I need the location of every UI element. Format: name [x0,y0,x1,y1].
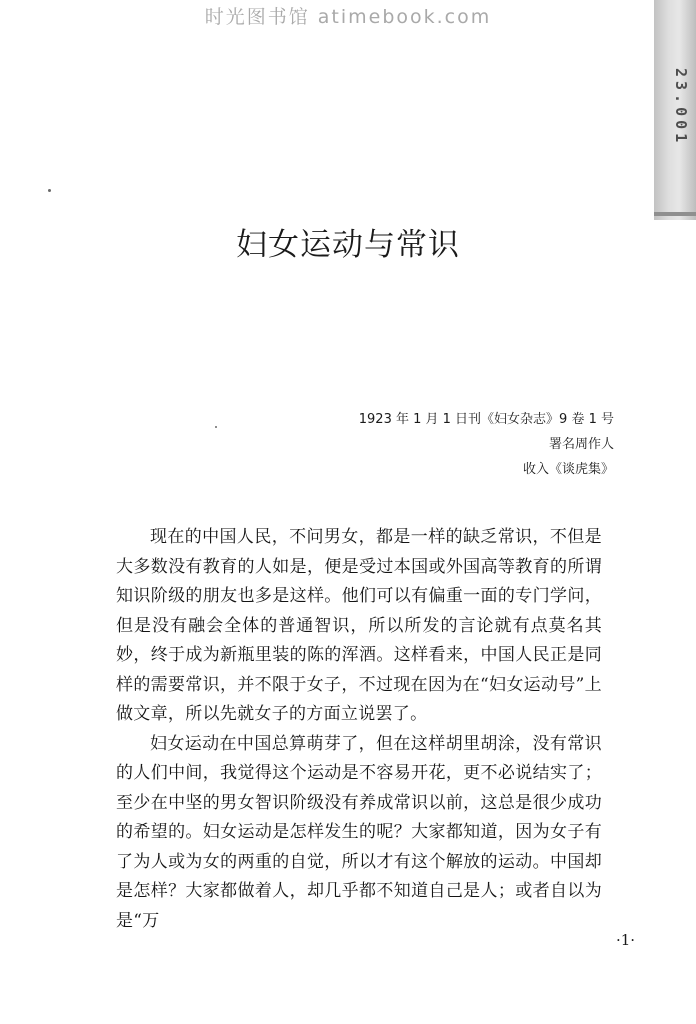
body-text [116,523,602,936]
publication-date-line: 1923 年 1 月 1 日刊《妇女杂志》9 卷 1 号 [358,412,614,427]
spine-label: 23.001 [672,68,690,147]
paragraph-1: 现在的中国人民，不问男女，都是一样的缺乏常识，不但是大多数没有教育的人如是，便是受过本国或外国高等教育的所谓知识阶级的朋友也多是这样。他们可以有偏重一面的专门学问，但是没有融会全体的普通智识，所以所发的言论就有点莫名其妙，终于成为新瓶里装的陈的浑酒。这样看来，中国人民正是同样的需要常识，并不限于女子，不过现在因为在“妇女运动号”上做文章，所以先就女子的方面立说罢了。 [116,527,602,724]
book-spine-edge [654,0,696,220]
page-number: ·1· [616,931,636,949]
author-line: 署名周作人 [548,437,614,452]
collection-line: 收入《谈虎集》 [522,462,614,477]
watermark: 时光图书馆 atimebook.com [204,6,492,28]
spine-fold-shadow [654,212,696,216]
publication-info [359,407,614,482]
scan-speck [215,426,217,428]
page-title: 妇女运动与常识 [236,227,460,263]
scan-speck [48,189,51,192]
paragraph-2: 妇女运动在中国总算萌芽了，但在这样胡里胡涂，没有常识的人们中间，我觉得这个运动是不容易开花，更不必说结实了；至少在中坚的男女智识阶级没有养成常识以前，这总是很少成功的希望的。妇女运动是怎样发生的呢？大家都知道，因为女子有了为人或为女的两重的自觉，所以才有这个解放的运动。中国却是怎样？大家都做着人，却几乎都不知道自己是人；或者自以为是“万 [116,733,602,931]
